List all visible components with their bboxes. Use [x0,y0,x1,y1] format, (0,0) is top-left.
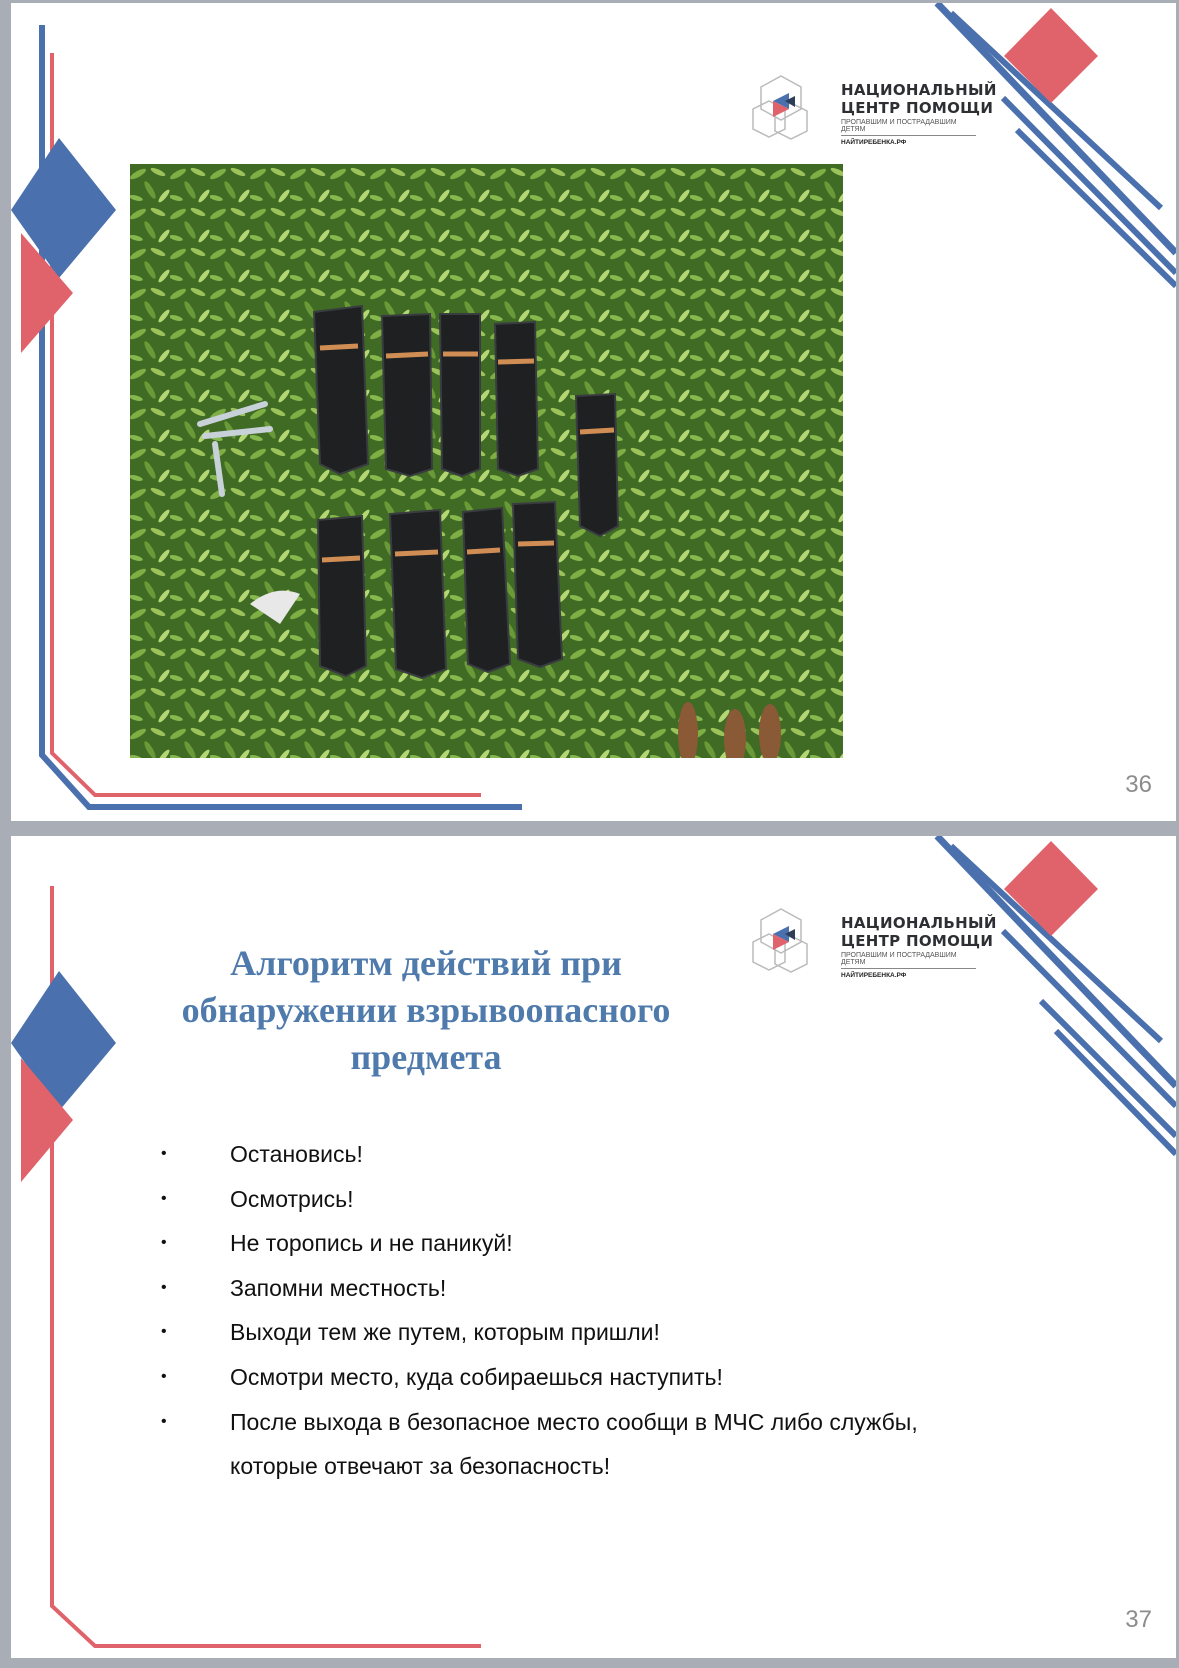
bullet-list [161,1132,1041,1489]
logo [751,904,997,979]
page-number: 37 [1125,1606,1152,1633]
slide-title: Алгоритм действий при обнаружении взрывоопасного предмета [181,943,671,1077]
logo-cubes-icon [751,71,831,143]
photo-explosive-objects-in-grass [130,164,843,758]
logo [751,71,997,146]
list-item: • Запомни местность! [161,1266,1041,1311]
bullet-icon: • [161,1367,167,1385]
photo-illustration [130,164,843,758]
list-item-continuation: которые отвечают за безопасность! [230,1453,611,1480]
logo-line2: ЦЕНТР ПОМОЩИ [841,99,994,117]
list-item: • После выхода в безопасное место сообщи в МЧС либо службы, [161,1400,1041,1445]
logo-line1: НАЦИОНАЛЬНЫЙ [841,914,997,932]
bullet-icon: • [161,1323,167,1341]
bullet-icon: • [161,1278,167,1296]
logo-subtitle: ПРОПАВШИМ И ПОСТРАДАВШИМ ДЕТЯМ [841,119,976,136]
logo-line1: НАЦИОНАЛЬНЫЙ [841,81,997,99]
list-item: • Осмотрись! [161,1177,1041,1222]
bullet-icon: • [161,1189,167,1207]
logo-subtitle: ПРОПАВШИМ И ПОСТРАДАВШИМ ДЕТЯМ [841,952,976,969]
logo-line2: ЦЕНТР ПОМОЩИ [841,932,994,950]
logo-cubes-icon [751,904,831,976]
list-item: • Выходи тем же путем, которым пришли! [161,1310,1041,1355]
bullet-icon: • [161,1412,167,1430]
list-item: • Не торопись и не паникуй! [161,1221,1041,1266]
list-item: • Остановись! [161,1132,1041,1177]
page-number: 36 [1125,771,1152,798]
logo-url: НАЙТИРЕБЕНКА.РФ [841,972,907,979]
bullet-icon: • [161,1145,167,1162]
slide-37 [11,836,1176,1658]
logo-url: НАЙТИРЕБЕНКА.РФ [841,139,907,146]
slide-36 [11,3,1176,821]
bullet-icon: • [161,1234,167,1252]
list-item: • Осмотри место, куда собираешься наступить! [161,1355,1041,1400]
